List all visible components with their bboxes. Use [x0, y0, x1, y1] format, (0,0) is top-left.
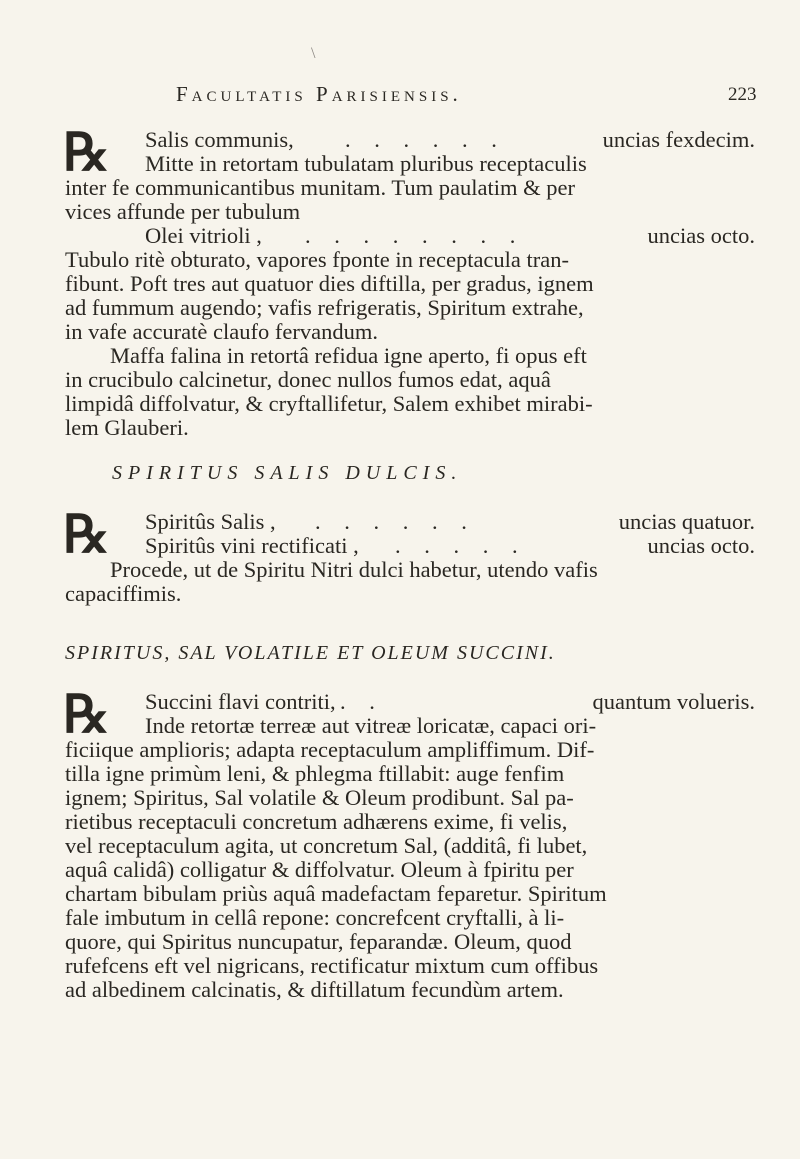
- recipe-spiritus-salis-dulcis: [63, 507, 755, 606]
- text-line: vices affunde per tubulum: [65, 199, 301, 224]
- text-line: in crucibulo calcinetur, donec nullos fumos edat, aquâ: [65, 367, 551, 392]
- section-heading: SPIRITUS SALIS DULCIS.: [112, 462, 463, 484]
- text-line: Procede, ut de Spiritu Nitri dulci habetur, utendo vafis: [110, 557, 598, 582]
- text-line: Inde retortæ terreæ aut vitreæ loricatæ, capaci ori-: [145, 713, 597, 738]
- text-line: vel receptaculum agita, ut concretum Sal, (additâ, fi lubet,: [65, 833, 588, 858]
- text-line: ad fummum augendo; vafis refrigeratis, Spiritum extrahe,: [65, 295, 584, 320]
- leader-dots: . . . . . .: [345, 127, 506, 152]
- text-line: Maffa falina in retortâ refidua igne aperto, fi opus eft: [110, 343, 587, 368]
- text-line: Tubulo ritè obturato, vapores fponte in receptacula tran-: [65, 247, 570, 272]
- ingredient-line: [65, 534, 755, 558]
- text-line: tilla igne primùm leni, & phlegma ftillabit: auge fenfim: [65, 761, 565, 786]
- recipe-symbol: ℞: [63, 507, 110, 564]
- ingredient-line: [65, 690, 755, 714]
- text-line: ignem; Spiritus, Sal volatile & Oleum prodibunt. Sal pa-: [65, 785, 574, 810]
- leader-dots: . . . . . . . .: [305, 223, 525, 248]
- text-line: rufefcens eft vel nigricans, rectificatur mixtum cum offibus: [65, 953, 599, 978]
- ingredient-name: Spiritûs Salis ,: [145, 509, 276, 534]
- text-line: ad albedinem calcinatis, & diftillatum fecundùm artem.: [65, 977, 564, 1002]
- ingredient-quantity: uncias octo.: [647, 223, 755, 248]
- ingredient-line: [65, 128, 755, 152]
- ingredient-quantity: quantum volueris.: [592, 689, 755, 714]
- text-line: capaciffimis.: [65, 581, 182, 606]
- text-line: quore, qui Spiritus nuncupatur, feparandæ. Oleum, quod: [65, 929, 572, 954]
- ingredient-line: [65, 224, 755, 248]
- leader-dots: . . . . .: [395, 533, 527, 558]
- page-mark: \: [311, 45, 316, 62]
- ingredient-name: Succini flavi contriti,: [145, 689, 336, 714]
- ingredient-quantity: uncias octo.: [647, 533, 755, 558]
- running-header: [0, 82, 800, 112]
- text-line: in vafe accuratè claufo fervandum.: [65, 319, 378, 344]
- text-line: Mitte in retortam tubulatam pluribus receptaculis: [145, 151, 587, 176]
- section-heading: SPIRITUS, SAL VOLATILE ET OLEUM SUCCINI.: [65, 642, 556, 664]
- ingredient-name: Spiritûs vini rectificati ,: [145, 533, 359, 558]
- running-title: Facultatis Parisiensis.: [176, 82, 462, 106]
- recipe-sal-mirabile: [63, 125, 755, 440]
- recipe-spiritus-succini: [63, 687, 755, 1002]
- text-line: chartam bibulam priùs aquâ madefactam feparetur. Spiritum: [65, 881, 607, 906]
- page-number: 223: [728, 84, 757, 105]
- ingredient-quantity: uncias fexdecim.: [602, 127, 755, 152]
- text-line: inter fe communicantibus munitam. Tum paulatim & per: [65, 175, 575, 200]
- ingredient-line: [65, 510, 755, 534]
- recipe-symbol: ℞: [63, 125, 110, 182]
- text-line: fale imbutum in cellâ repone: concrefcent cryftalli, à li-: [65, 905, 565, 930]
- text-line: lem Glauberi.: [65, 415, 189, 440]
- text-line: ficiique amplioris; adapta receptaculum ampliffimum. Dif-: [65, 737, 595, 762]
- leader-dots: . . . . . .: [315, 509, 476, 534]
- text-line: aquâ calidâ) colligatur & diffolvatur. Oleum à fpiritu per: [65, 857, 574, 882]
- text-line: fibunt. Poft tres aut quatuor dies diftilla, per gradus, ignem: [65, 271, 594, 296]
- text-line: limpidâ diffolvatur, & cryftallifetur, Salem exhibet mirabi-: [65, 391, 593, 416]
- recipe-symbol: ℞: [63, 687, 110, 744]
- leader-dots: . .: [340, 689, 384, 714]
- ingredient-quantity: uncias quatuor.: [618, 509, 755, 534]
- ingredient-name: Salis communis,: [145, 127, 294, 152]
- ingredient-name: Olei vitrioli ,: [145, 223, 262, 248]
- text-line: rietibus receptaculi concretum adhærens exime, fi velis,: [65, 809, 568, 834]
